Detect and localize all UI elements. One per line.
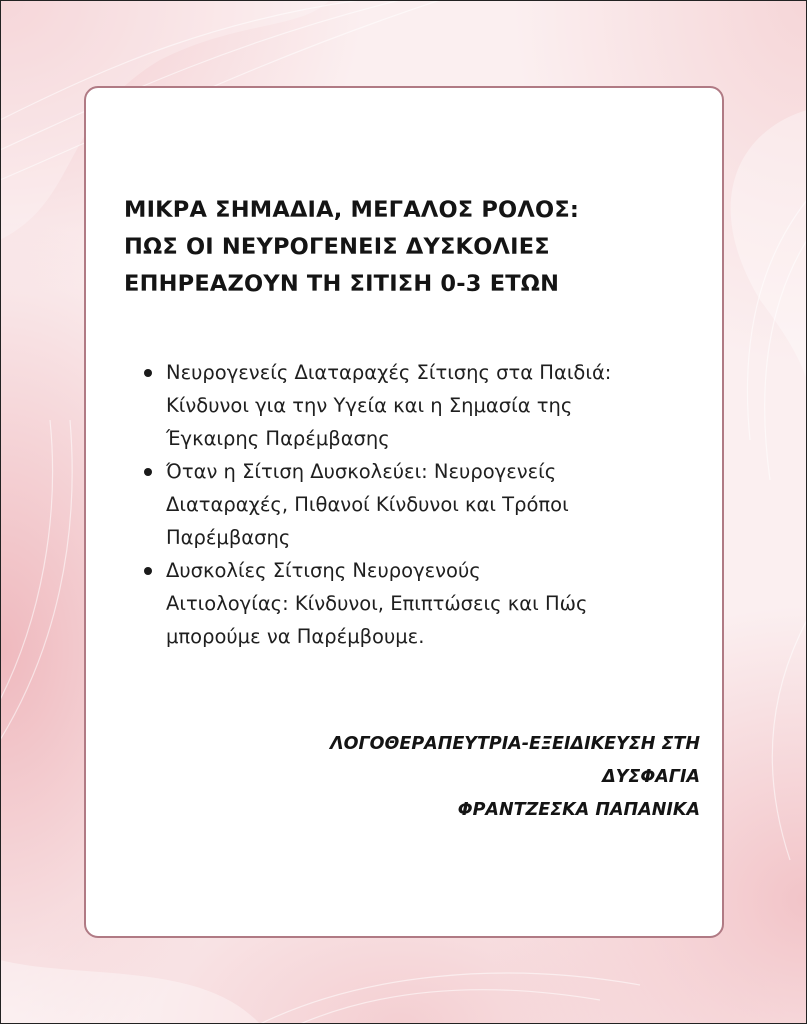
page-title — [124, 192, 694, 303]
title-line-3: ΕΠΗΡΕΑΖΟΥΝ ΤΗ ΣΙΤΙΣΗ 0-3 ΕΤΩΝ — [124, 271, 560, 297]
topic-list — [146, 356, 686, 653]
content-card — [84, 86, 724, 938]
list-item-line: Έγκαιρης Παρέμβασης — [166, 427, 390, 450]
list-item — [146, 356, 686, 455]
list-item-line: Αιτιολογίας: Κίνδυνοι, Επιπτώσεις και Πώς — [166, 592, 588, 615]
list-item-line: Δυσκολίες Σίτισης Νευρογενούς — [166, 559, 481, 582]
list-item — [146, 455, 686, 554]
list-item-line: Νευρογενείς Διαταραχές Σίτισης στα Παιδιά: — [166, 361, 612, 384]
title-line-1: ΜΙΚΡΑ ΣΗΜΑΔΙΑ, ΜΕΓΑΛΟΣ ΡΟΛΟΣ: — [124, 197, 580, 223]
list-item-line: Όταν η Σίτιση Δυσκολεύει: Νευρογενείς — [166, 460, 557, 483]
list-item-line: Διαταραχές, Πιθανοί Κίνδυνοι και Τρόποι — [166, 493, 569, 516]
list-item-line: μπορούμε να Παρέμβουμε. — [166, 625, 425, 648]
list-item-line: Παρέμβασης — [166, 526, 291, 549]
list-item-line: Κίνδυνοι για την Υγεία και η Σημασία της — [166, 394, 573, 417]
bullet-dot-icon — [144, 468, 152, 476]
author-name: ΦΡΑΝΤΖΕΣΚΑ ΠΑΠΑΝΙΚΑ — [457, 800, 700, 820]
bullet-dot-icon — [144, 369, 152, 377]
author-role-line-2: ΔΥΣΦΑΓΙΑ — [602, 767, 700, 787]
list-item — [146, 554, 686, 653]
author-signature — [180, 728, 700, 827]
author-role-line-1: ΛΟΓΟΘΕΡΑΠΕΥΤΡΙΑ-ΕΞΕΙΔΙΚΕΥΣΗ ΣΤΗ — [330, 734, 700, 754]
title-line-2: ΠΩΣ ΟΙ ΝΕΥΡΟΓΕΝΕΙΣ ΔΥΣΚΟΛΙΕΣ — [124, 234, 550, 260]
bullet-dot-icon — [144, 567, 152, 575]
